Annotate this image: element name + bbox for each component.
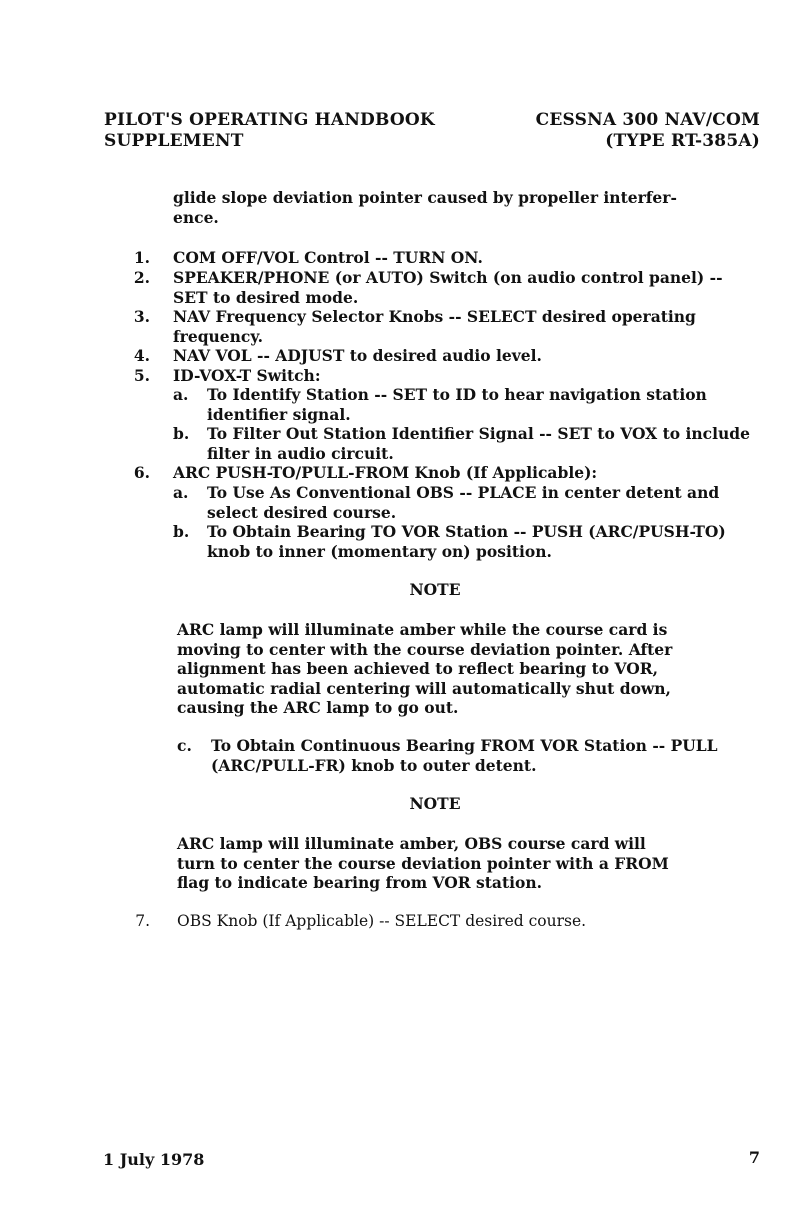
substep-text: identifier signal. — [207, 404, 351, 424]
step-number: 5. — [133, 366, 150, 385]
step-text: ID-VOX-T Switch: — [173, 366, 321, 385]
step-number: 1. — [133, 248, 150, 267]
substep-text: (ARC/PULL-FR) knob to outer detent. — [211, 755, 537, 775]
note-heading: NOTE — [409, 580, 461, 599]
step-number: 4. — [133, 346, 150, 365]
substep-text: To Filter Out Station Identifier Signal -- SET to VOX to include — [207, 424, 750, 443]
intro-line: ence. — [173, 207, 219, 227]
step-number: 6. — [133, 463, 150, 482]
step-text: SPEAKER/PHONE (or AUTO) Switch (on audio control panel) -- — [173, 268, 723, 287]
equipment-type: (TYPE RT-385A) — [605, 131, 760, 151]
substep-text: To Identify Station -- SET to ID to hear navigation station — [207, 385, 707, 404]
note-line: turn to center the course deviation pointer with a FROM — [177, 853, 669, 873]
note-line: moving to center with the course deviation pointer. After — [177, 639, 673, 659]
note-body — [177, 620, 672, 718]
handbook-title: PILOT'S OPERATING HANDBOOK — [104, 110, 435, 130]
substep-letter: a. — [173, 385, 189, 404]
footer-date: 1 July 1978 — [103, 1150, 205, 1169]
note-line: flag to indicate bearing from VOR station. — [177, 873, 543, 892]
substep-text: To Obtain Continuous Bearing FROM VOR Station -- PULL — [211, 736, 718, 755]
intro-line: glide slope deviation pointer caused by propeller interfer- — [173, 188, 677, 207]
header-right — [536, 110, 760, 152]
substep-text: To Obtain Bearing TO VOR Station -- PUSH (ARC/PUSH-TO) — [207, 522, 726, 541]
note-line: ARC lamp will illuminate amber while the course card is — [177, 620, 668, 639]
substep-letter: b. — [173, 522, 190, 541]
substep-letter: b. — [173, 424, 190, 443]
handbook-subtitle: SUPPLEMENT — [104, 131, 244, 151]
step-text: COM OFF/VOL Control -- TURN ON. — [173, 248, 483, 267]
note-heading: NOTE — [409, 794, 461, 813]
substep-text: filter in audio circuit. — [207, 443, 394, 463]
note-line: automatic radial centering will automatically shut down, — [177, 678, 671, 698]
intro-paragraph — [173, 188, 677, 227]
step-text: ARC PUSH-TO/PULL-FROM Knob (If Applicable): — [173, 463, 598, 482]
substep-text: select desired course. — [207, 502, 397, 522]
note-line: ARC lamp will illuminate amber, OBS course card will — [177, 834, 646, 853]
substep-text: To Use As Conventional OBS -- PLACE in center detent and — [207, 483, 720, 502]
step-number: 3. — [133, 307, 150, 326]
substep-letter: a. — [173, 483, 189, 502]
step-text: NAV VOL -- ADJUST to desired audio level. — [173, 346, 542, 365]
step-text: NAV Frequency Selector Knobs -- SELECT desired operating — [173, 307, 696, 326]
header-left — [104, 110, 435, 152]
note-line: alignment has been achieved to reflect bearing to VOR, — [177, 659, 659, 678]
step-text: OBS Knob (If Applicable) -- SELECT desired course. — [177, 912, 587, 930]
step-number: 7. — [135, 912, 150, 930]
page-number: 7 — [748, 1148, 760, 1167]
equipment-title: CESSNA 300 NAV/COM — [535, 110, 760, 130]
step-number: 2. — [133, 268, 150, 287]
substep-letter: c. — [177, 736, 192, 755]
note-line: causing the ARC lamp to go out. — [177, 698, 459, 717]
note-body — [177, 834, 669, 893]
substep-text: knob to inner (momentary on) position. — [207, 541, 552, 561]
step-text: SET to desired mode. — [173, 287, 359, 307]
step-text: frequency. — [173, 326, 263, 346]
